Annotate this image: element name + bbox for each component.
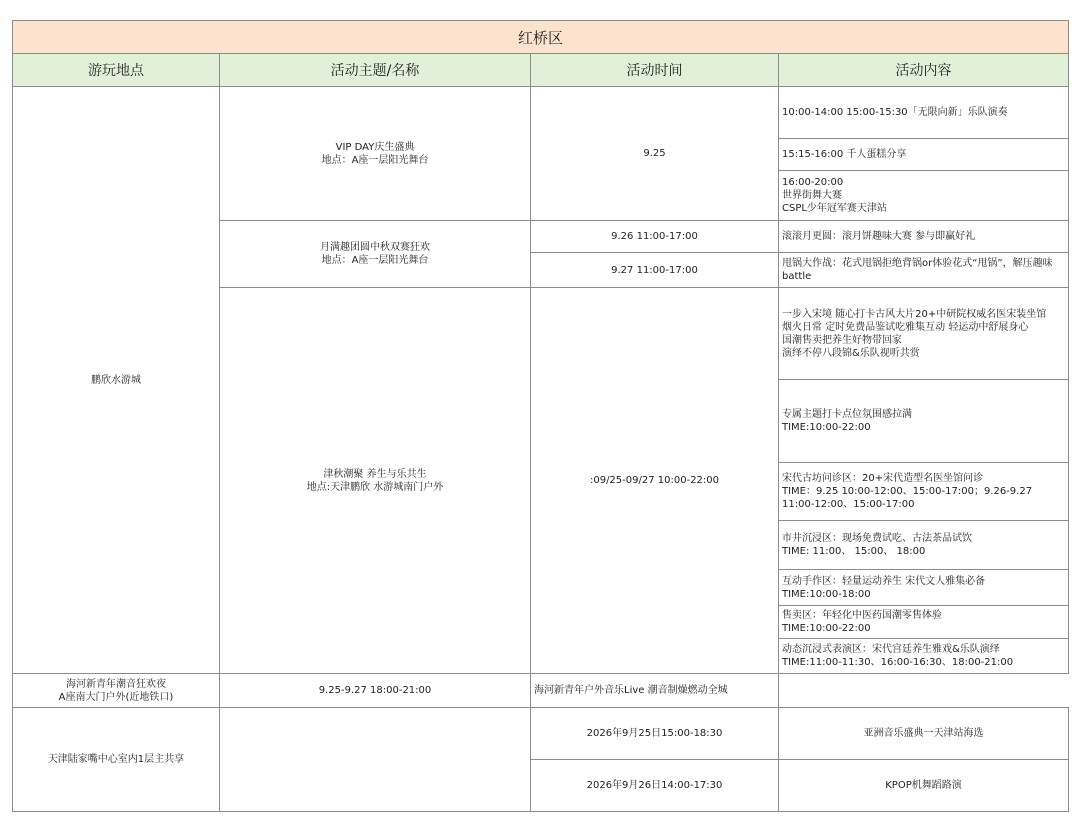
content-cell: 15:15-16:00 千人蛋糕分享 — [779, 139, 1069, 171]
content-cell: 滚滚月更圆：滚月饼趣味大赛 参与即赢好礼 — [779, 221, 1069, 253]
event-name-cell: VIP DAY庆生盛典 地点：A座一层阳光舞台 — [220, 87, 531, 221]
content-cell: 甩锅大作战：花式甩锅拒绝背锅or体验花式“甩锅”，解压趣味battle — [779, 253, 1069, 288]
event-time-cell: :09/25-09/27 10:00-22:00 — [531, 288, 779, 674]
event-time-cell: 9.27 11:00-17:00 — [531, 253, 779, 288]
table-row — [13, 708, 1069, 760]
location-cell: 天津陆家嘴中心室内1层主共享 — [13, 708, 220, 812]
header-location: 游玩地点 — [13, 54, 220, 87]
content-cell: KPOP机舞蹈路演 — [779, 760, 1069, 812]
content-cell: 一步入宋境 随心打卡古风大片20+中研院权威名医宋装坐馆 烟火日常 定时免费品鉴试吃雅集互动 轻运动中舒展身心 国潮售卖把养生好物带回家 演绎不停八段锦&乐队视听共赏 — [779, 288, 1069, 380]
table-row — [13, 674, 1069, 708]
content-cell: 市井沉浸区：现场免费试吃、古法茶品试饮 TIME: 11:00、 15:00、 18:00 — [779, 521, 1069, 570]
content-cell: 亚洲音乐盛典一天津站海选 — [779, 708, 1069, 760]
content-cell: 动态沉浸式表演区：宋代宫廷养生雅戏&乐队演绎 TIME:11:00-11:30、16:00-16:30、18:00-21:00 — [779, 639, 1069, 674]
event-name-cell — [220, 708, 531, 812]
content-cell: 16:00-20:00 世界街舞大赛 CSPL少年冠军赛天津站 — [779, 171, 1069, 221]
event-name-cell: 月满趣团圆中秋双赛狂欢 地点：A座一层阳光舞台 — [220, 221, 531, 288]
content-cell: 专属主题打卡点位氛围感拉满 TIME:10:00-22:00 — [779, 380, 1069, 463]
event-time-cell: 2026年9月25日15:00-18:30 — [531, 708, 779, 760]
event-schedule-table — [12, 20, 1069, 812]
event-name-cell: 海河新青年潮音狂欢夜 A座南大门户外(近地铁口) — [13, 674, 220, 708]
event-time-cell: 9.26 11:00-17:00 — [531, 221, 779, 253]
content-cell: 海河新青年户外音乐Live 潮音制燥燃动全城 — [531, 674, 779, 708]
table-title: 红桥区 — [13, 21, 1069, 54]
event-name-cell: 津秋潮聚 养生与乐共生 地点:天津鹏欣 水游城南门户外 — [220, 288, 531, 674]
event-time-cell: 9.25 — [531, 87, 779, 221]
event-time-cell: 2026年9月26日14:00-17:30 — [531, 760, 779, 812]
header-content: 活动内容 — [779, 54, 1069, 87]
header-time: 活动时间 — [531, 54, 779, 87]
location-cell: 鹏欣水游城 — [13, 87, 220, 674]
table-row — [13, 87, 1069, 139]
header-theme: 活动主题/名称 — [220, 54, 531, 87]
content-cell: 互动手作区：轻量运动养生 宋代文人雅集必备 TIME:10:00-18:00 — [779, 570, 1069, 606]
content-cell: 宋代古坊问诊区：20+宋代造型名医坐馆问诊 TIME：9.25 10:00-12:00、15:00-17:00；9.26-9.27 11:00-12:00、15:00-17:00 — [779, 463, 1069, 521]
event-time-cell: 9.25-9.27 18:00-21:00 — [220, 674, 531, 708]
content-cell: 10:00-14:00 15:00-15:30「无限向新」乐队演奏 — [779, 87, 1069, 139]
content-cell: 售卖区：年轻化中医药国潮零售体验 TIME:10:00-22:00 — [779, 606, 1069, 639]
